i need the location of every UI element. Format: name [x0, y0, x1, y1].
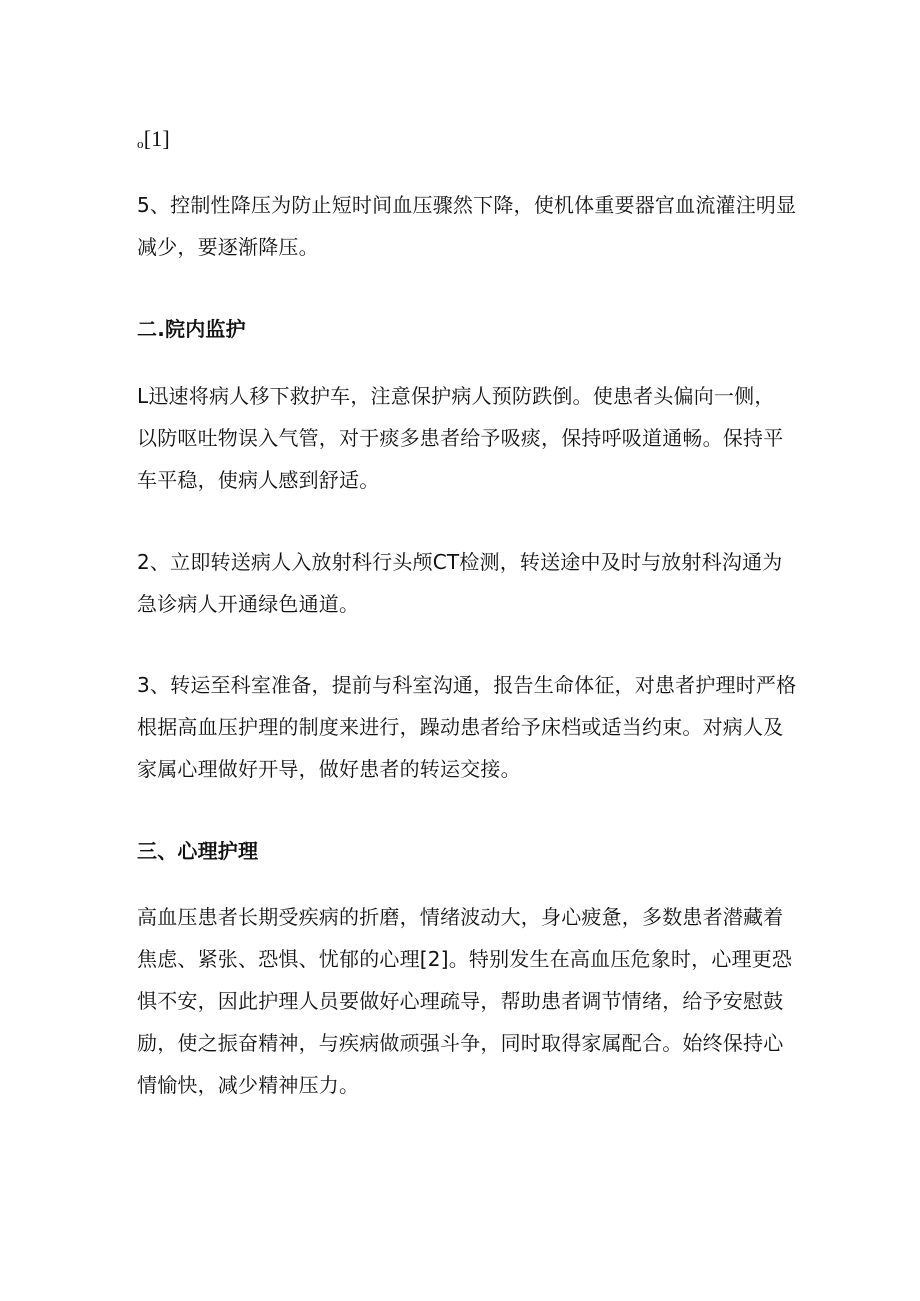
text-line: 车平稳，使病人感到舒适。 — [137, 468, 380, 492]
text-line: 惧不安，因此护理人员要做好心理疏导，帮助患者调节情绪，给予安慰鼓 — [137, 989, 784, 1013]
paragraph-item-1 — [137, 375, 787, 501]
paragraph-item-2 — [137, 541, 787, 625]
text-line: 焦虑、紧张、恐惧、忧郁的心理[2]。特别发生在高血压危象时，心理更恐 — [137, 947, 793, 971]
text-line: 高血压患者长期受疾病的折磨，情绪波动大，身心疲惫，多数患者潜藏着 — [137, 905, 784, 929]
fragment-mark: o — [137, 136, 144, 151]
text-line: 以防呕吐物误入气管，对于痰多患者给予吸痰，保持呼吸道通畅。保持平 — [137, 426, 784, 450]
citation-fragment — [137, 118, 787, 165]
section-heading-psychological-care: 三、心理护理 — [137, 839, 259, 863]
text-line: 5、控制性降压为防止短时间血压骤然下降，使机体重要器官血流灌注明显 — [137, 193, 797, 217]
text-line: 减少，要逐渐降压。 — [137, 235, 319, 259]
text-line: 急诊病人开通绿色通道。 — [137, 592, 360, 616]
text-line: 3、转运至科室准备，提前与科室沟通，报告生命体征，对患者护理时严格 — [137, 673, 797, 697]
paragraph-item-5 — [137, 184, 797, 268]
text-line: 情愉快，减少精神压力。 — [137, 1073, 360, 1097]
paragraph-psychological-care — [137, 896, 793, 1106]
citation-ref-1: [1] — [143, 126, 170, 151]
text-line: 2、立即转送病人入放射科行头颅CT检测，转送途中及时与放射科沟通为 — [137, 550, 783, 574]
text-line: 励，使之振奋精神，与疾病做顽强斗争，同时取得家属配合。始终保持心 — [137, 1031, 784, 1055]
text-line: L迅速将病人移下救护车，注意保护病人预防跌倒。使患者头偏向一侧， — [137, 384, 775, 408]
paragraph-item-3 — [137, 664, 797, 790]
section-heading-hospital-monitoring: 二.院内监护 — [137, 317, 246, 341]
text-line: 家属心理做好开导，做好患者的转运交接。 — [137, 757, 521, 781]
text-line: 根据高血压护理的制度来进行，躁动患者给予床档或适当约束。对病人及 — [137, 715, 784, 739]
